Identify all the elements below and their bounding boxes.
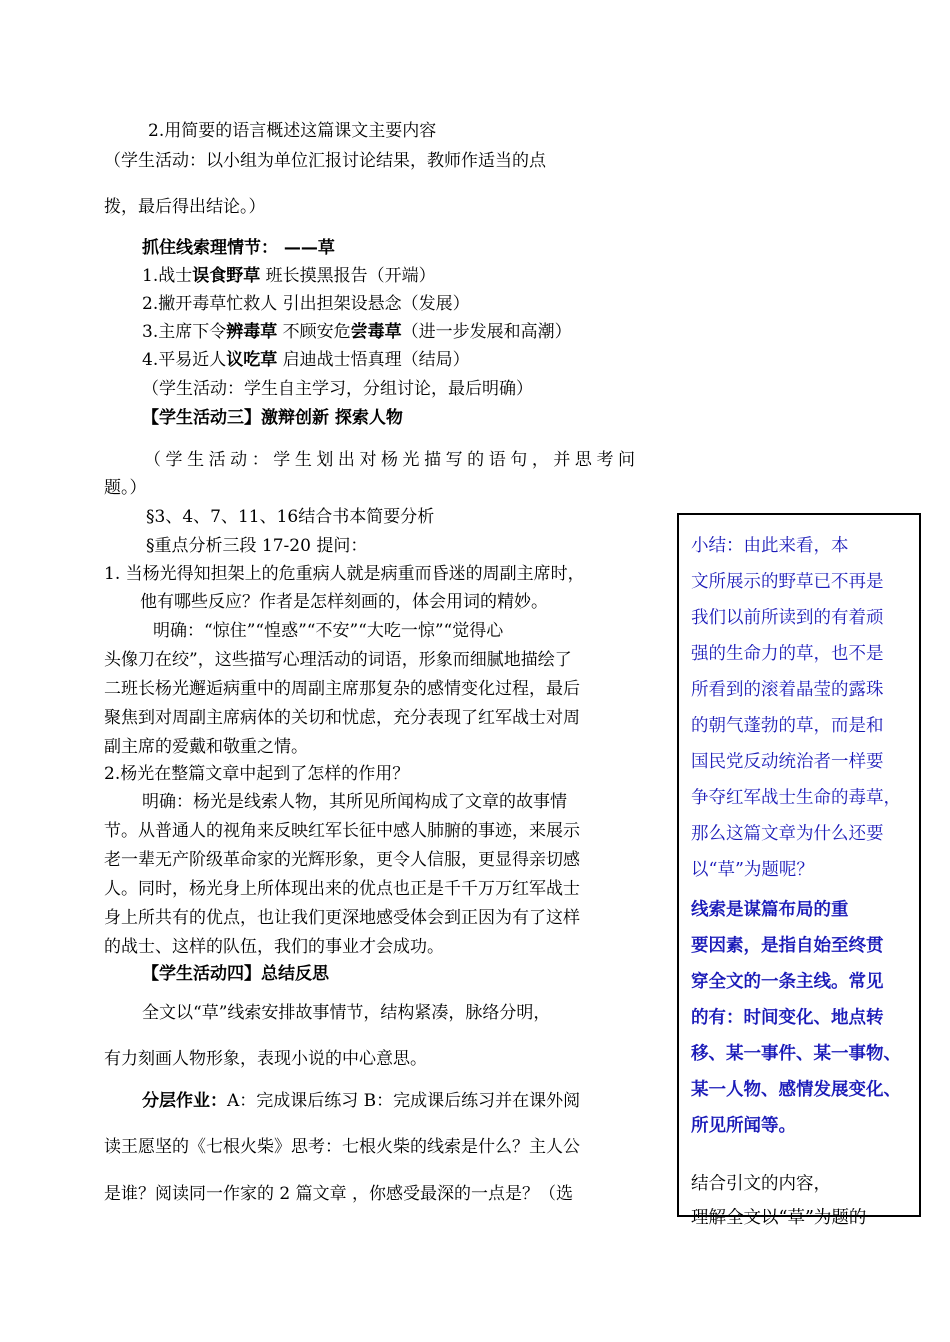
answer-1-line-2: 头像刀在绞”，这些描写心理活动的词语，形象而细腻地描绘了 <box>104 650 572 670</box>
answer-2-line-3: 老一辈无产阶级革命家的光辉形象，更令人信服，更显得亲切感 <box>104 850 580 870</box>
summary-line-2: 有力刻画人物形象，表现小说的中心意思。 <box>104 1049 427 1069</box>
summary-text-8: 争夺红军战士生命的毒草， <box>691 788 901 808</box>
activity-note-b: （学生活动：学生自主学习，分组讨论，最后明确） <box>142 379 533 399</box>
homework-line-3: 是谁？阅读同一作家的 2 篇文章 ，你感受最深的一点是？（选 <box>104 1184 574 1204</box>
question-2: 2.用简要的语言概述这篇课文主要内容 <box>148 121 437 141</box>
section-note-1: §3、4、7、11、16结合书本简要分析 <box>146 507 435 527</box>
activity-note-c1 <box>104 450 636 470</box>
activity-3-title: 【学生活动三】激辩创新 探索人物 <box>142 408 403 428</box>
clue-definition-7: 所见所闻等。 <box>691 1116 796 1136</box>
clue-definition-3: 穿全文的一条主线。常见 <box>691 972 884 992</box>
homework-line-1 <box>142 1091 580 1111</box>
summary-text-10: 以“草”为题呢？ <box>691 860 814 880</box>
summary-text-6: 的朝气蓬勃的草，而是和 <box>691 716 884 736</box>
answer-2-line-6: 的战士、这样的队伍，我们的事业才会成功。 <box>104 937 444 957</box>
activity-note-a2: 拨，最后得出结论。） <box>104 197 266 217</box>
plot-item-4-prefix: 4.平易近人 <box>142 350 227 370</box>
answer-1-line-4: 聚焦到对周副主席病体的关切和忧虑，充分表现了红军战士对周 <box>104 708 580 728</box>
plot-item-4 <box>142 350 470 370</box>
question-2b: 2.杨光在整篇文章中起到了怎样的作用？ <box>104 764 410 784</box>
section-note-2: §重点分析三段 17-20 提问： <box>146 536 368 556</box>
clue-definition-4: 的有：时间变化、地点转 <box>691 1008 884 1028</box>
question-1-line-1: 1. 当杨光得知担架上的危重病人就是病重而昏迷的周副主席时， <box>104 564 585 584</box>
answer-2-line-2: 节。从普通人的视角来反映红军长征中感人肺腑的事迹，来展示 <box>104 821 580 841</box>
plot-item-4-rest: 启迪战士悟真理（结局） <box>277 350 470 370</box>
answer-1-line-3: 二班长杨光邂逅病重中的周副主席那复杂的感情变化过程，最后 <box>104 679 580 699</box>
plot-item-3-key2: 尝毒草 <box>350 322 402 342</box>
plot-item-3 <box>142 322 572 342</box>
plot-item-2-text: 2.撇开毒草忙救人 引出担架设悬念（发展） <box>142 294 470 314</box>
clue-definition-6: 某一人物、感情发展变化、 <box>691 1080 901 1100</box>
plot-item-3-prefix: 3.主席下令 <box>142 322 227 342</box>
clue-definition-5: 移、某一事件、某一事物、 <box>691 1044 901 1064</box>
plot-item-3-rest: （进一步发展和高潮） <box>401 322 572 342</box>
clue-definition-2: 要因素，是指自始至终贯 <box>691 936 884 956</box>
plot-item-1-prefix: 1.战士 <box>142 266 193 286</box>
plot-item-1-rest: 班长摸黑报告（开端） <box>260 266 436 286</box>
summary-text-5: 所看到的滚着晶莹的露珠 <box>691 680 884 700</box>
answer-2-line-5: 身上所共有的优点，也让我们更深地感受体会到正因为有了这样 <box>104 908 580 928</box>
answer-1-line-5: 副主席的爱戴和敬重之情。 <box>104 737 308 757</box>
summary-text-7: 国民党反动统治者一样要 <box>691 752 884 772</box>
plot-item-3-key: 辨毒草 <box>226 322 278 342</box>
plot-item-4-key: 议吃草 <box>226 350 278 370</box>
sidebar-note-box <box>677 513 921 1228</box>
plot-item-1 <box>142 266 436 286</box>
homework-line-2: 读王愿坚的《七根火柴》思考：七根火柴的线索是什么？主人公 <box>104 1137 580 1157</box>
summary-text-2: 文所展示的野草已不再是 <box>691 572 884 592</box>
tail-text-2: 理解全文以“草”为题的 <box>691 1208 867 1228</box>
answer-2-line-1: 明确：杨光是线索人物，其所见所闻构成了文章的故事情 <box>142 792 567 812</box>
summary-text-9: 那么这篇文章为什么还要 <box>691 824 884 844</box>
summary-line-1: 全文以“草”线索安排故事情节，结构紧凑，脉络分明， <box>142 1003 551 1023</box>
summary-text-1: 小结：由此来看，本 <box>691 536 849 556</box>
answer-2-line-4: 人。同时，杨光身上所体现出来的优点也正是千千万万红军战士 <box>104 879 580 899</box>
clue-heading: 抓住线索理情节： ——草 <box>142 238 335 258</box>
clue-definition-1: 线索是谋篇布局的重 <box>691 900 849 920</box>
question-1-line-2: 他有哪些反应？作者是怎样刻画的，体会用词的精妙。 <box>140 592 548 612</box>
summary-text-3: 我们以前所读到的有着顽 <box>691 608 884 628</box>
plot-item-1-key: 误食野草 <box>192 266 261 286</box>
answer-1-line-1: 明确：“惊住”“惶惑”“不安”“大吃一惊”“觉得心 <box>153 621 504 641</box>
homework-label: 分层作业： <box>142 1091 227 1111</box>
activity-note-a1: （学生活动：以小组为单位汇报讨论结果，教师作适当的点 <box>104 151 546 171</box>
activity-4-title: 【学生活动四】总结反思 <box>142 964 329 984</box>
summary-text-4: 强的生命力的草，也不是 <box>691 644 884 664</box>
activity-note-c2: 题。） <box>104 478 147 498</box>
plot-item-3-mid: 不顾安危 <box>277 322 351 342</box>
homework-text-1: A：完成课后练习 B：完成课后练习并在课外阅 <box>227 1091 581 1111</box>
activity-note-c1-text: （学生活动：学生划出对杨光描写的语句，并思考问 <box>144 450 636 470</box>
tail-text-1: 结合引文的内容， <box>691 1174 831 1194</box>
plot-item-2 <box>142 294 470 314</box>
